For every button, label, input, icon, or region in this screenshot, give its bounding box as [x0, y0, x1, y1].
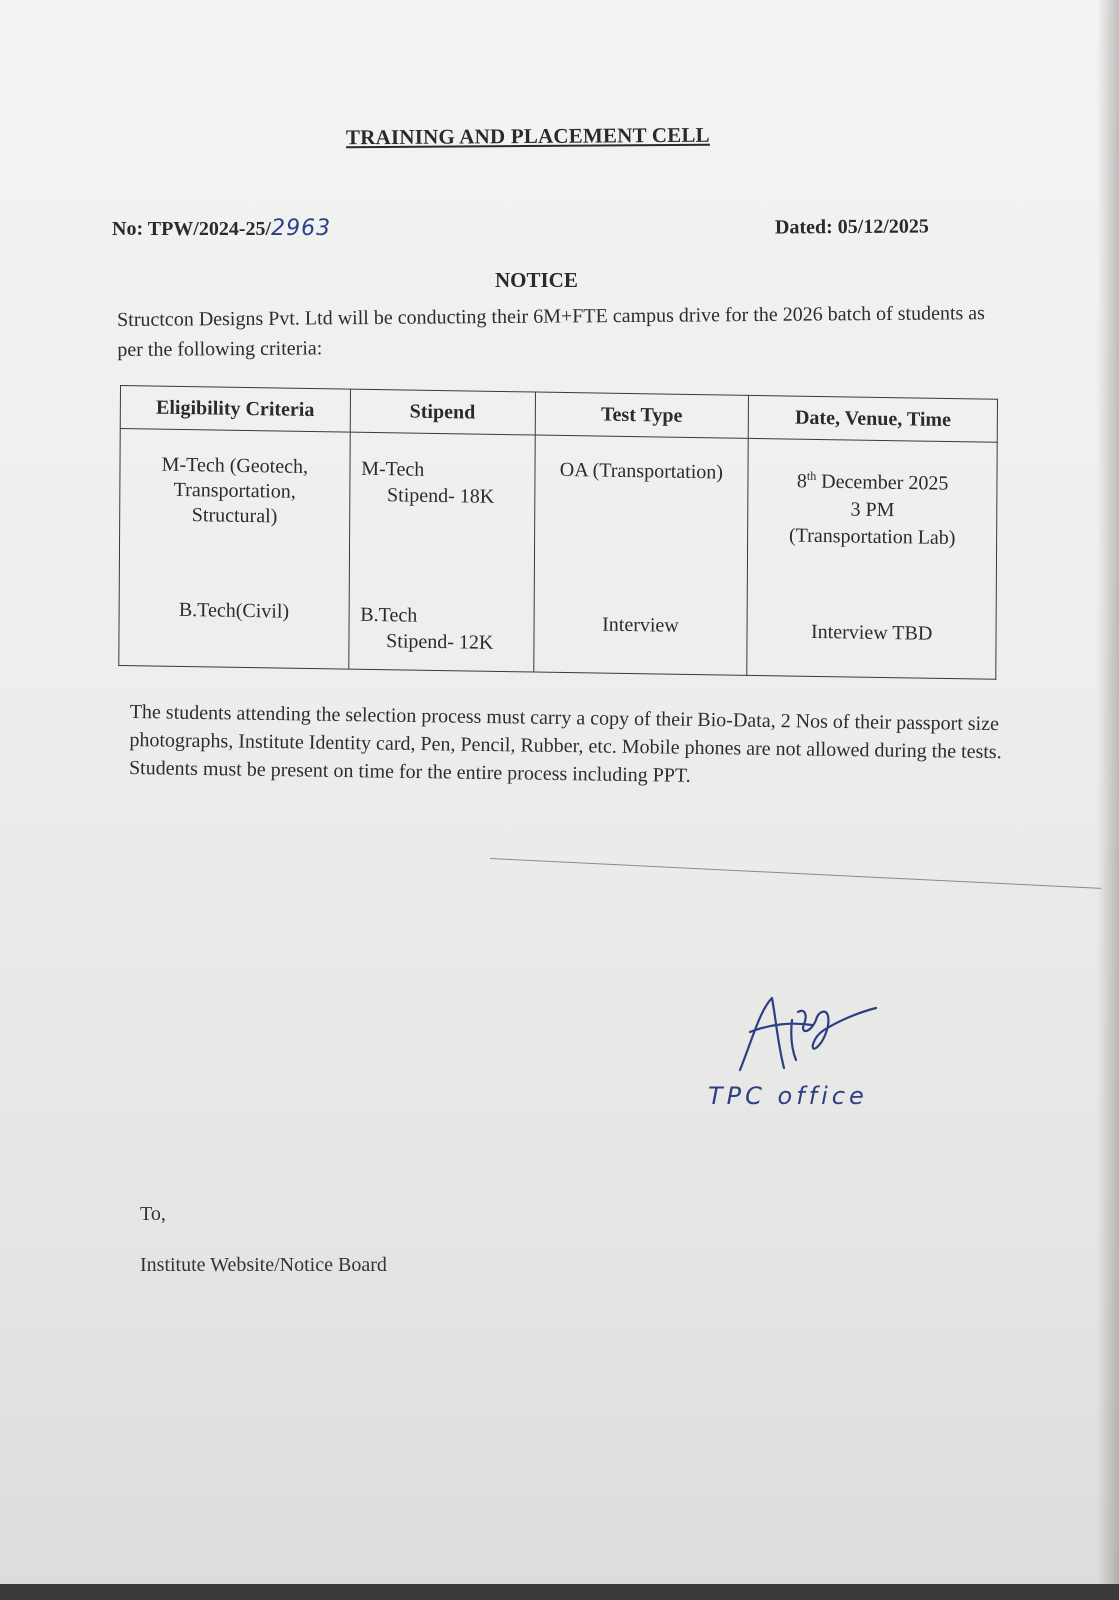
- signature-label: TPC office: [708, 1082, 868, 1110]
- test-type-cell: [533, 435, 748, 675]
- test-type: Interview: [602, 613, 679, 637]
- signature-block: [700, 990, 950, 1110]
- time-line: 3 PM: [850, 498, 895, 521]
- instructions-paragraph: The students attending the selection process must carry a copy of their Bio-Data, 2 Nos of their passport size photographs, Institute Identity card, Pen, Pencil, Rubber, etc. Mobile phones are not allowed during the tests. Students must be present on time for the entire process including PPT.: [128, 700, 1002, 787]
- paper-shadow-edge: [1097, 0, 1119, 1600]
- reference-handwritten-number: 2963: [271, 216, 332, 241]
- document-header-title: TRAINING AND PLACEMENT CELL: [345, 122, 710, 150]
- date-day: 8: [796, 470, 807, 493]
- header-stipend: Stipend: [350, 389, 535, 435]
- stipend-amount: Stipend- 12K: [386, 630, 494, 654]
- document-date: Dated: 05/12/2025: [774, 215, 929, 239]
- stipend-program: M-Tech: [361, 457, 425, 481]
- reference-prefix: No: TPW/2024-25/: [112, 218, 272, 240]
- stipend-program: B.Tech: [360, 603, 418, 627]
- date-ordinal-suffix: th: [806, 468, 817, 483]
- header-test-type: Test Type: [535, 392, 749, 438]
- date-line: Interview TBD: [810, 620, 933, 645]
- addressee-label: To,: [140, 1203, 166, 1225]
- header-date-venue-time: Date, Venue, Time: [749, 395, 998, 442]
- stipend-amount: Stipend- 18K: [386, 484, 495, 508]
- date-line: [750, 462, 996, 499]
- reference-number: [112, 216, 331, 241]
- addressee-destination: Institute Website/Notice Board: [140, 1254, 387, 1276]
- criteria-table: [118, 385, 998, 675]
- table-row: [119, 429, 997, 680]
- divider-line: [490, 858, 1101, 889]
- paper-bottom-edge: [0, 1584, 1119, 1600]
- notice-intro-paragraph: Structcon Designs Pvt. Ltd will be conducting their 6M+FTE campus drive for the 2026 batch of students as per the following criteria:: [117, 302, 985, 361]
- eligibility-cell: [119, 429, 350, 670]
- eligibility-line: Structural): [191, 504, 278, 528]
- stipend-cell: [349, 432, 535, 672]
- eligibility-line: Transportation,: [173, 478, 296, 503]
- header-eligibility-criteria: Eligibility Criteria: [120, 386, 350, 433]
- eligibility-line: B.Tech(Civil): [178, 598, 290, 623]
- date-venue-time-cell: [747, 438, 997, 679]
- eligibility-line: M-Tech (Geotech,: [161, 453, 309, 478]
- notice-heading: NOTICE: [495, 268, 578, 292]
- test-type: OA (Transportation): [559, 458, 724, 484]
- date-month-year: December 2025: [816, 470, 949, 495]
- venue-line: (Transportation Lab): [788, 524, 956, 549]
- signature-scribble: [700, 990, 950, 1090]
